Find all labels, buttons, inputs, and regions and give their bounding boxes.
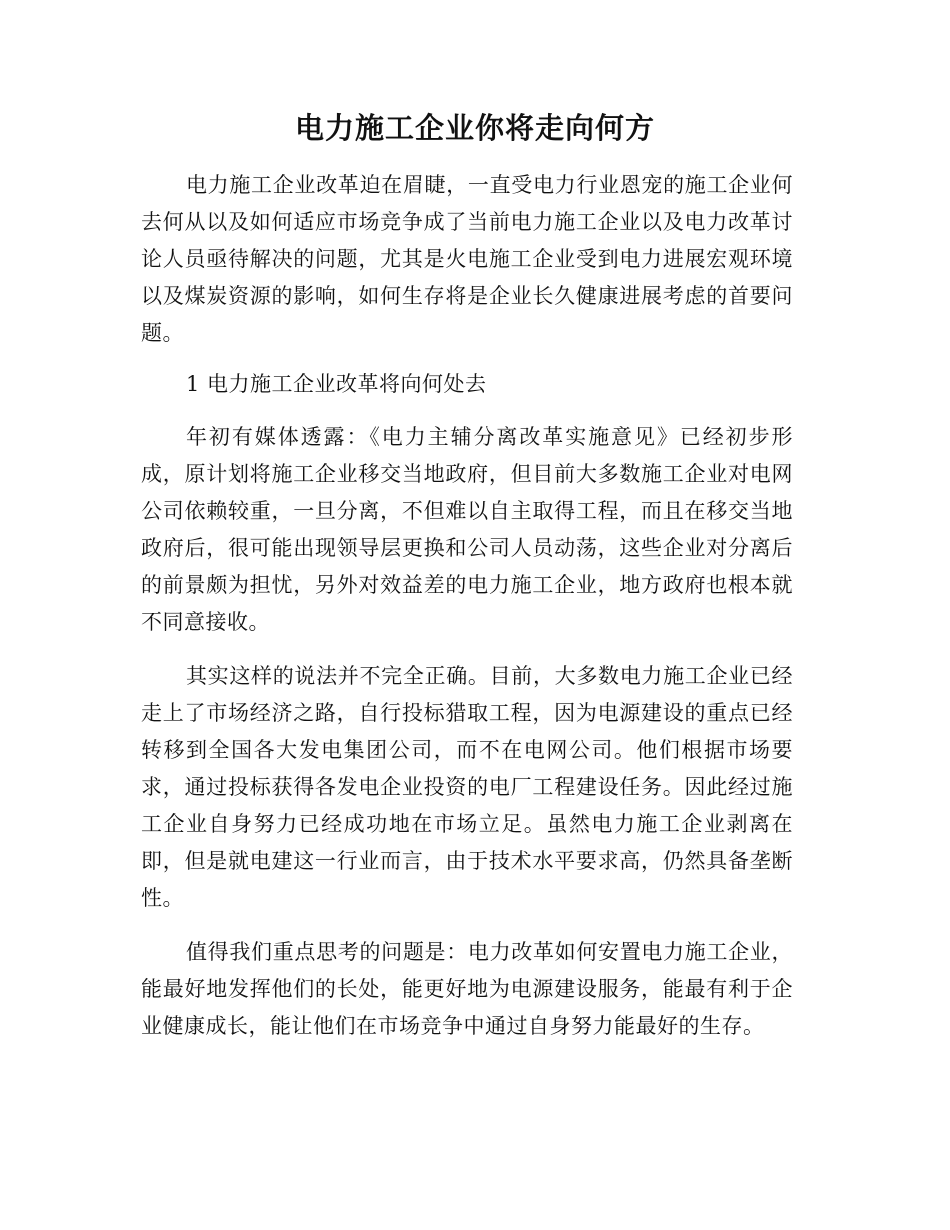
paragraph-intro: 电力施工企业改革迫在眉睫，一直受电力行业恩宠的施工企业何去何从以及如何适应市场竞争成了当前电力施工企业以及电力改革讨论人员亟待解决的问题，尤其是火电施工企业受到电力进展宏观环境以及煤炭资源的影响，如何生存将是企业长久健康进展考虑的首要问题。 — [141, 173, 793, 345]
paragraph-market-status: 其实这样的说法并不完全正确。目前，大多数电力施工企业已经走上了市场经济之路，自行投标猎取工程，因为电源建设的重点已经转移到全国各大发电集团公司，而不在电网公司。他们根据市场要求，通过投标获得各发电企业投资的电厂工程建设任务。因此经过施工企业自身努力已经成功地在市场立足。虽然电力施工企业剥离在即，但是就电建这一行业而言，由于技术水平要求高，仍然具备垄断性。 — [141, 664, 793, 910]
document-title: 电力施工企业你将走向何方 — [294, 111, 655, 145]
section-heading: 1 电力施工企业改革将向何处去 — [186, 372, 487, 396]
paragraph-key-question: 值得我们重点思考的问题是：电力改革如何安置电力施工企业，能最好地发挥他们的长处，能更好地为电源建设服务，能最有利于企业健康成长，能让他们在市场竞争中通过自身努力能最好的生存。 — [141, 940, 793, 1038]
paragraph-media-report: 年初有媒体透露：《电力主辅分离改革实施意见》已经初步形成，原计划将施工企业移交当地政府，但目前大多数施工企业对电网公司依赖较重，一旦分离，不但难以自主取得工程，而且在移交当地政府后，很可能出现领导层更换和公司人员动荡，这些企业对分离后的前景颇为担忧，另外对效益差的电力施工企业，地方政府也根本就不同意接收。 — [141, 425, 793, 634]
